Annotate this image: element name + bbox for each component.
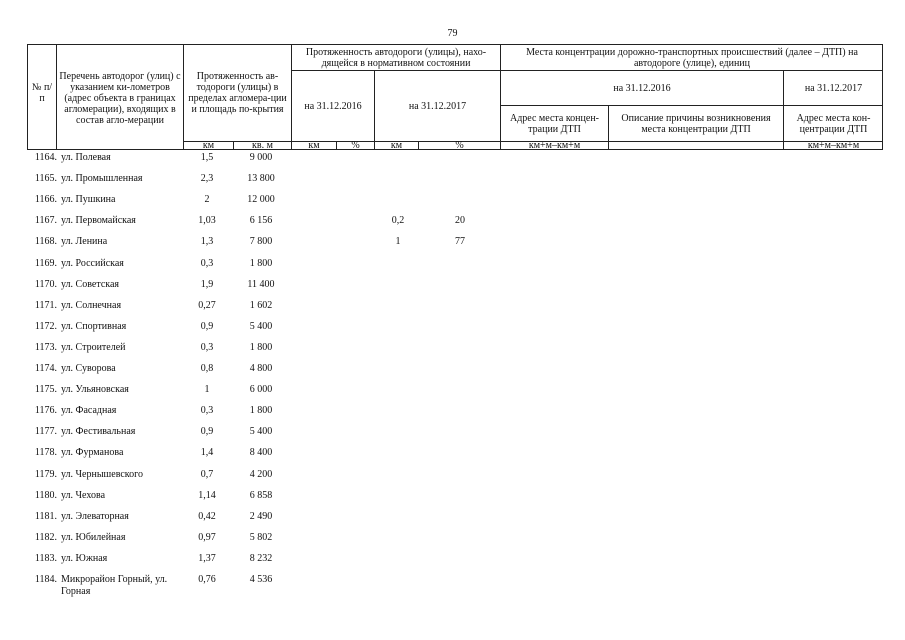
length-km: 0,9 [200, 320, 214, 332]
table-row [0, 300, 905, 320]
road-name: ул. Чехова [61, 489, 106, 501]
row-number: 1184. [34, 574, 57, 585]
road-name: ул. Спортивная [61, 320, 127, 332]
table-row [0, 215, 905, 235]
row-number: 1182. [34, 531, 57, 543]
header-address-2016: Адрес места концен-трации ДТП [510, 112, 599, 135]
length-km: 1,37 [198, 552, 216, 564]
length-km: 1,14 [198, 489, 216, 501]
row-number: 1175. [34, 384, 57, 396]
area-sqm: 6 858 [249, 489, 273, 501]
header-address-2017: Адрес места кон-центрации ДТП [796, 112, 871, 135]
normative-km-2017: 1 [395, 236, 401, 248]
road-name: ул. Фасадная [61, 405, 117, 417]
row-number: 1166. [34, 194, 57, 206]
length-km: 0,9 [200, 426, 214, 438]
length-km: 0,97 [198, 531, 216, 543]
area-sqm: 11 400 [247, 278, 275, 290]
area-sqm: 7 800 [249, 236, 273, 248]
road-name: ул. Ленина [61, 236, 108, 248]
table-row [0, 236, 905, 256]
road-name: ул. Полевая [61, 152, 111, 163]
row-number: 1176. [34, 405, 57, 417]
area-sqm: 5 802 [249, 531, 273, 543]
header-normative-group: Протяженность автодороги (улицы), нахо-дящейся в нормативном состоянии [305, 46, 487, 69]
area-sqm: 8 400 [249, 447, 273, 459]
area-sqm: 4 536 [249, 574, 273, 585]
area-sqm: 8 232 [249, 552, 273, 564]
area-sqm: 1 800 [249, 341, 273, 353]
header-description-2016: Описание причины возникновения места концентрации ДТП [621, 112, 771, 135]
length-km: 0,42 [198, 510, 216, 522]
area-sqm: 1 602 [249, 299, 273, 311]
row-number: 1173. [34, 341, 57, 353]
unit-address-2017: км+м–км+м [807, 140, 860, 151]
length-km: 1 [204, 384, 210, 396]
header-accidents-2017: на 31.12.2017 [804, 82, 863, 94]
table-row [0, 342, 905, 362]
row-number: 1178. [34, 447, 57, 459]
table-row [0, 173, 905, 193]
row-number: 1172. [34, 320, 57, 332]
road-name: ул. Чернышевского [61, 468, 144, 480]
table-row [0, 321, 905, 341]
length-km: 1,9 [200, 278, 214, 290]
row-number: 1165. [34, 173, 57, 185]
header-normative-2017: на 31.12.2017 [408, 100, 467, 112]
row-number: 1170. [34, 278, 57, 290]
length-km: 0,27 [198, 299, 216, 311]
table-row [0, 152, 905, 172]
normative-km-2017: 0,2 [391, 215, 405, 227]
row-number: 1177. [34, 426, 57, 438]
row-number: 1169. [34, 257, 57, 269]
row-number: 1174. [34, 363, 57, 374]
table-row [0, 574, 905, 597]
unit-pct-2017: % [455, 140, 464, 151]
page-number: 79 [447, 28, 458, 39]
table-row [0, 532, 905, 552]
table-row [0, 447, 905, 467]
row-number: 1183. [34, 552, 57, 564]
normative-pct-2017: 77 [455, 236, 465, 248]
header-normative-2016: на 31.12.2016 [304, 100, 362, 112]
table-row [0, 384, 905, 404]
table-row [0, 258, 905, 278]
row-number: 1181. [34, 510, 57, 522]
header-num: № п/п [31, 82, 53, 104]
area-sqm: 2 490 [249, 510, 273, 522]
table-row [0, 469, 905, 489]
road-name: ул. Пушкина [61, 194, 116, 206]
length-km: 0,3 [200, 405, 214, 417]
normative-pct-2017: 20 [455, 215, 465, 227]
length-km: 0,3 [200, 257, 214, 269]
road-name: ул. Солнечная [61, 299, 122, 311]
road-name: ул. Южная [61, 552, 108, 564]
header-length: Протяженность ав-тодороги (улицы) в пределах агломера-ции и площадь по-крытия [188, 71, 287, 115]
road-name: ул. Строителей [61, 341, 126, 353]
table-row [0, 194, 905, 214]
length-km: 2,3 [200, 173, 214, 185]
row-number: 1164. [34, 152, 57, 163]
length-km: 0,76 [198, 574, 216, 585]
header-accidents-2016: на 31.12.2016 [613, 82, 671, 94]
unit-sqm: кв. м [252, 140, 273, 151]
road-name: ул. Ульяновская [61, 384, 129, 396]
area-sqm: 4 200 [249, 468, 273, 480]
unit-address-2016: км+м–км+м [528, 140, 581, 151]
length-km: 1,4 [200, 447, 214, 459]
length-km: 1,03 [198, 215, 216, 227]
road-name: ул. Советская [61, 278, 119, 290]
table-row [0, 405, 905, 425]
length-km: 0,7 [200, 468, 214, 480]
area-sqm: 13 800 [247, 173, 275, 185]
road-name: ул. Суворова [61, 363, 116, 374]
area-sqm: 9 000 [249, 152, 273, 163]
table-row [0, 279, 905, 299]
unit-km: км [202, 140, 215, 151]
area-sqm: 1 800 [249, 405, 273, 417]
road-name: Микрорайон Горный, ул. Горная [61, 574, 168, 597]
row-number: 1168. [34, 236, 57, 248]
table-row [0, 363, 905, 383]
road-name: ул. Юбилейная [61, 531, 126, 543]
row-number: 1179. [34, 468, 57, 480]
road-name: ул. Фестивальная [61, 426, 136, 438]
unit-km-2016: км [308, 140, 320, 151]
area-sqm: 4 800 [249, 363, 273, 374]
table-row [0, 553, 905, 573]
road-name: ул. Фурманова [61, 447, 124, 459]
length-km: 0,3 [200, 341, 214, 353]
table-row [0, 426, 905, 446]
table-row [0, 511, 905, 531]
length-km: 1,5 [200, 152, 214, 163]
unit-pct-2016: % [351, 140, 360, 151]
road-name: ул. Российская [61, 257, 124, 269]
area-sqm: 6 000 [249, 384, 273, 396]
table-row [0, 490, 905, 510]
unit-km-2017: км [390, 140, 403, 151]
road-name: ул. Первомайская [61, 215, 136, 227]
header-road-list: Перечень автодорог (улиц) с указанием ки-лометров (адрес объекта в границах агломерации), входящих в состав агло-мерации [59, 70, 181, 126]
header-accidents-group: Места концентрации дорожно-транспортных происшествий (далее – ДТП) на автодороге (улице), единиц [526, 46, 858, 69]
area-sqm: 12 000 [247, 194, 275, 206]
row-number: 1171. [34, 299, 57, 311]
length-km: 2 [204, 194, 210, 206]
area-sqm: 5 400 [249, 426, 273, 438]
row-number: 1167. [34, 215, 57, 227]
area-sqm: 5 400 [249, 320, 273, 332]
row-number: 1180. [34, 489, 57, 501]
area-sqm: 1 800 [249, 257, 273, 269]
road-name: ул. Элеваторная [61, 510, 129, 522]
road-name: ул. Промышленная [61, 173, 143, 185]
length-km: 1,3 [200, 236, 214, 248]
area-sqm: 6 156 [249, 215, 273, 227]
length-km: 0,8 [200, 363, 214, 374]
